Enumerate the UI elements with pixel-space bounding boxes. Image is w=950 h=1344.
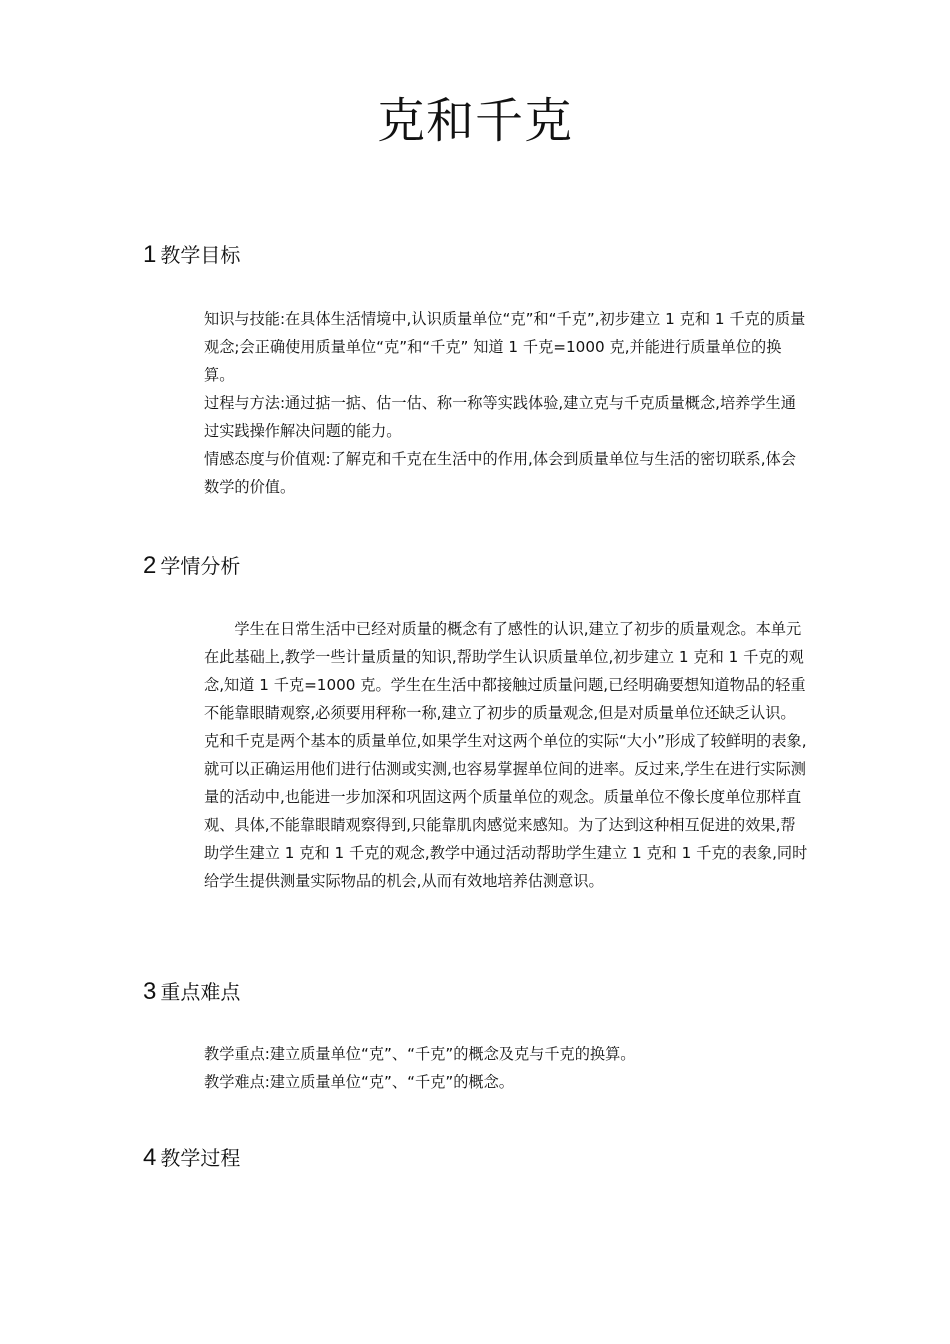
- section-number: 1: [143, 241, 157, 268]
- paragraph-knowledge-skills: 知识与技能:在具体生活情境中,认识质量单位“克”和“千克”,初步建立 1 克和 1 千克的质量观念;会正确使用质量单位“克”和“千克” 知道 1 千克=1000 克,并能进行质量单位的换算。: [204, 310, 806, 384]
- paragraph-teaching-difficulty: 教学难点:建立质量单位“克”、“千克”的概念。: [204, 1073, 514, 1091]
- paragraph-teaching-focus: 教学重点:建立质量单位“克”、“千克”的概念及克与千克的换算。: [204, 1045, 636, 1063]
- document-title: 克和千克: [376, 93, 573, 149]
- section-number: 3: [143, 978, 157, 1005]
- section-body-teaching-objectives: [204, 305, 810, 501]
- section-number: 4: [143, 1144, 157, 1171]
- section-body-learning-analysis: [204, 615, 810, 895]
- paragraph-attitudes-values: 情感态度与价值观:了解克和千克在生活中的作用,体会到质量单位与生活的密切联系,体会数学的价值。: [204, 450, 796, 496]
- section-body-key-difficulties: [204, 1040, 810, 1096]
- section-heading-key-difficulties: [143, 977, 240, 1007]
- section-heading-text: 教学目标: [160, 243, 241, 267]
- section-heading-teaching-objectives: [143, 240, 240, 270]
- paragraph-learning-analysis: 学生在日常生活中已经对质量的概念有了感性的认识,建立了初步的质量观念。本单元在此基础上,教学一些计量质量的知识,帮助学生认识质量单位,初步建立 1 克和 1 千克的观念,知道 1 千克=1000 克。学生在生活中都接触过质量问题,已经明确要想知道物品的轻重不能靠眼睛观察,必须要用秤称一称,建立了初步的质量观念,但是对质量单位还缺乏认识。克和千克是两个基本的质量单位,如果学生对这两个单位的实际“大小”形成了较鲜明的表象,就可以正确运用他们进行估测或实测,也容易掌握单位间的进率。反过来,学生在进行实际测量的活动中,也能进一步加深和巩固这两个质量单位的观念。质量单位不像长度单位那样直观、具体,不能靠眼睛观察得到,只能靠肌肉感觉来感知。为了达到这种相互促进的效果,帮助学生建立 1 克和 1 千克的观念,教学中通过活动帮助学生建立 1 克和 1 千克的表象,同时给学生提供测量实际物品的机会,从而有效地培养估测意识。: [204, 620, 808, 890]
- section-heading-text: 学情分析: [160, 554, 241, 578]
- section-heading-text: 教学过程: [160, 1146, 241, 1170]
- paragraph-process-methods: 过程与方法:通过掂一掂、估一估、称一称等实践体验,建立克与千克质量概念,培养学生通过实践操作解决问题的能力。: [204, 394, 796, 440]
- section-heading-text: 重点难点: [160, 980, 241, 1004]
- section-number: 2: [143, 552, 157, 579]
- section-heading-learning-analysis: [143, 551, 240, 581]
- section-heading-teaching-process: [143, 1143, 240, 1173]
